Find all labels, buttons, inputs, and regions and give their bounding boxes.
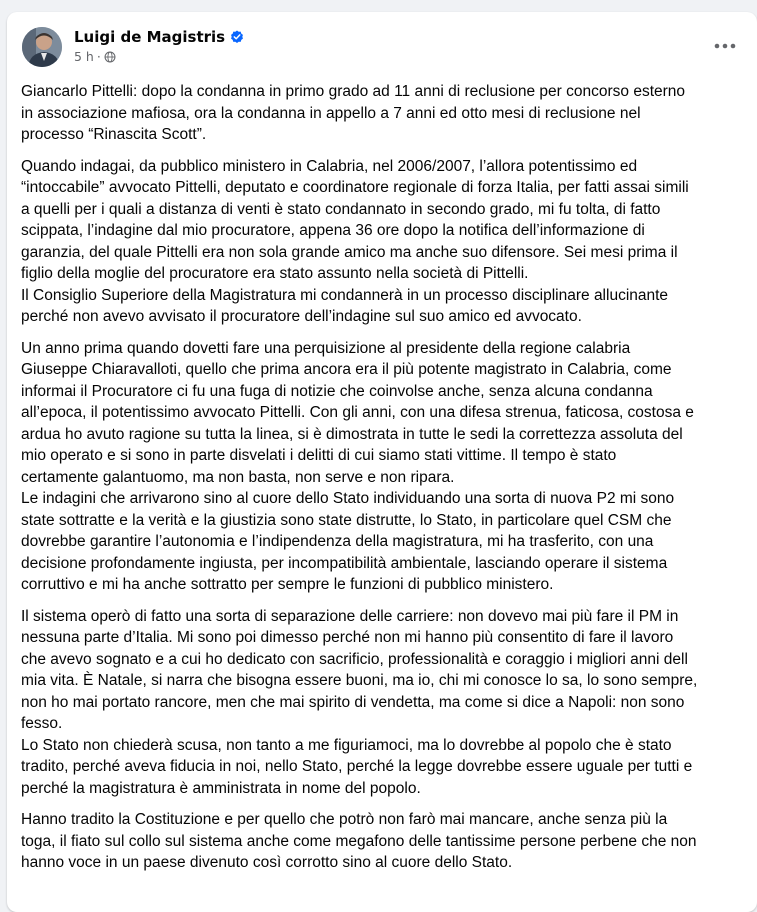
verified-badge-icon (230, 30, 244, 44)
post-text-line: ardua ho avuto ragione su tutta la linea, si è dimostrata in tutte le sedi la correttezza assoluta del (21, 425, 683, 443)
post-text-line: a quelli per i quali a distanza di venti è stato condannato in secondo grado, mi fu tolta, di fatto (21, 200, 661, 218)
post-text-line: mio operato e si sono in parte disvelati i delitti di cui siamo stati vittime. Il tempo è stato (21, 447, 617, 464)
post-text-line: toga, il fiato sul collo sul sistema anche come megafono delle tantissime persone perbene che non (21, 832, 697, 850)
post-text-line: hanno voce in un paese divenuto così corrotto sino al cuore dello Stato. (21, 854, 513, 871)
post-text-line: non ho mai portato rancore, men che mai spirito di vendetta, ma come si dice a Napoli: non sono (21, 693, 685, 711)
post-text-line: dovrebbe garantire l’autonomia e l’indipendenza della magistratura, mi ha trasferito, con una (21, 533, 654, 550)
post-paragraph (21, 606, 751, 800)
post-text-line: state sottratte e la verità e la giustizia sono state distrutte, lo Stato, in particolare quel CSM che (21, 511, 672, 529)
post-body (21, 81, 751, 874)
post-header (7, 12, 757, 74)
post-text-line: tradito, perché aveva fiducia in noi, nello Stato, perché la legge dovrebbe essere uguale per tutti e (21, 758, 693, 775)
more-horizontal-icon (713, 42, 737, 50)
post-timestamp[interactable]: 5 h (74, 49, 94, 64)
post-text-line: corruttivo e mi ha anche sottratto per sempre le funzioni di pubblico ministero. (21, 576, 554, 593)
post-text-line: certamente galantuomo, ma non basta, non serve e non ripara. (21, 468, 455, 486)
post-text-line: Giancarlo Pittelli: dopo la condanna in primo grado ad 11 anni di reclusione per concorso esterno (21, 83, 686, 100)
post-meta (74, 49, 116, 64)
meta-separator: · (96, 49, 101, 64)
post-text-line: Il Consiglio Superiore della Magistratura mi condannerà in un processo disciplinare allucinante (21, 286, 669, 304)
post-paragraph (21, 809, 751, 874)
post-text-line: scippata, l’indagine dal mio procuratore, appena 36 ore dopo la notifica dell’informazione di (21, 222, 645, 239)
post-text-line: Le indagini che arrivarono sino al cuore dello Stato individuando una sorta di nuova P2 mi sono (21, 490, 675, 507)
post-text-line: processo “Rinascita Scott”. (21, 126, 207, 143)
post-text-line: Un anno prima quando dovetti fare una perquisizione al presidente della regione calabria (21, 339, 631, 357)
post-text-line: garanzia, del quale Pittelli era non sola grande amico ma anche suo difensore. Sei mesi prima il (21, 243, 678, 261)
post-text-line: all’epoca, il potentissimo avvocato Pittelli. Con gli anni, con una difesa strenua, faticosa, costosa e (21, 404, 694, 421)
post-text-line: Giuseppe Chiaravalloti, quello che prima ancora era il più potente magistrato in Calabria, come (21, 361, 672, 378)
post-text-line: mia vita. È Natale, si narra che bisogna essere buoni, ma io, chi mi conosce lo sa, lo sono sempre, (21, 672, 698, 689)
post-text-line: Il sistema operò di fatto una sorta di separazione delle carriere: non dovevo mai più fare il PM in (21, 607, 679, 625)
post-paragraph (21, 338, 751, 596)
post-text-line: nessuna parte d’Italia. Mi sono poi dimesso perché non mi hanno più consentito di fare il lavoro (21, 629, 674, 646)
more-options-button[interactable] (707, 32, 743, 60)
post-text-line: Lo Stato non chiederà scusa, non tanto a me figuriamoci, ma lo dovrebbe al popolo che è stato (21, 736, 672, 754)
post-paragraph (21, 81, 751, 146)
post-card (7, 12, 757, 912)
post-text-line: che avevo sognato e a cui ho dedicato con sacrificio, professionalità e coraggio i migliori anni dell (21, 650, 688, 668)
author-avatar[interactable] (22, 27, 62, 67)
post-text-line: “intoccabile” avvocato Pittelli, deputato e coordinatore regionale di forza Italia, per fatti assai simili (21, 179, 689, 196)
author-name[interactable]: Luigi de Magistris (74, 28, 244, 46)
post-text-line: in associazione mafiosa, ora la condanna in appello a 7 anni ed otto mesi di reclusione nel (21, 104, 641, 122)
globe-icon[interactable] (104, 51, 116, 63)
post-text-line: informai il Procuratore ci fu una fuga di notizie che coinvolse anche, senza alcuna condanna (21, 382, 653, 400)
post-text-line: Hanno tradito la Costituzione e per quello che potrò non farò mai mancare, anche senza più la (21, 811, 668, 828)
post-text-line: Quando indagai, da pubblico ministero in Calabria, nel 2006/2007, l’allora potentissimo ed (21, 157, 638, 175)
post-paragraph (21, 156, 751, 328)
post-text-line: perché non avevo avvisato il procuratore dell’indagine sul suo amico ed avvocato. (21, 308, 582, 325)
post-text-line: perché la magistratura è amministrata in nome del popolo. (21, 779, 421, 797)
post-text-line: fesso. (21, 715, 63, 732)
post-text-line: figlio della moglie del procuratore era stato assunto nella società di Pittelli. (21, 265, 529, 282)
post-text-line: decisione profondamente ingiusta, per incompatibilità ambientale, lasciando operare il sistema (21, 554, 668, 572)
